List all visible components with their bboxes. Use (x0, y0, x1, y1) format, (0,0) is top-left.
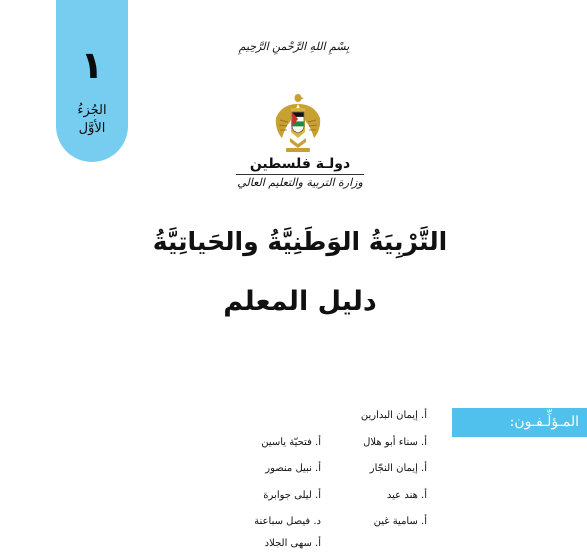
author-name: أ. سناء أبو هلال (363, 437, 427, 448)
part-ordinal: الأوَّل (78, 121, 106, 136)
state-name: دولـة فلسطين (249, 156, 351, 172)
authors-label-bar (452, 408, 587, 437)
book-subtitle: دليل المعلم (223, 286, 377, 317)
part-tab (56, 0, 128, 162)
author-name: أ. إيمان البدارين (360, 410, 427, 421)
ministry-name: وزارة التربية والتعليم العالي (237, 176, 363, 189)
author-name: أ. هند عيد (386, 490, 427, 501)
book-title: التَّرْبِيَةُ الوَطَنِيَّةُ والحَياتِيَّةُ (152, 227, 448, 256)
part-label: الجُزءُ (77, 103, 107, 118)
author-name: د. فيصل سباعنة (254, 516, 321, 527)
author-name: أ. نبيل منصور (265, 463, 321, 474)
author-name: أ. فتحيّة ياسين (261, 437, 321, 448)
author-name: أ. ليلى جوابرة (263, 490, 321, 501)
author-name: أ. سهى الجلاد (264, 538, 321, 549)
eagle-emblem-icon (272, 92, 324, 154)
author-name: أ. إيمان النجّار (369, 463, 427, 474)
authors-label: المـؤلِّـفـون: (509, 414, 579, 430)
part-number: ١ (80, 43, 104, 87)
basmala: بِسْمِ اللهِ الرَّحْمنِ الرَّحِيمِ (238, 40, 350, 53)
author-name: أ. سامية غين (373, 516, 427, 527)
